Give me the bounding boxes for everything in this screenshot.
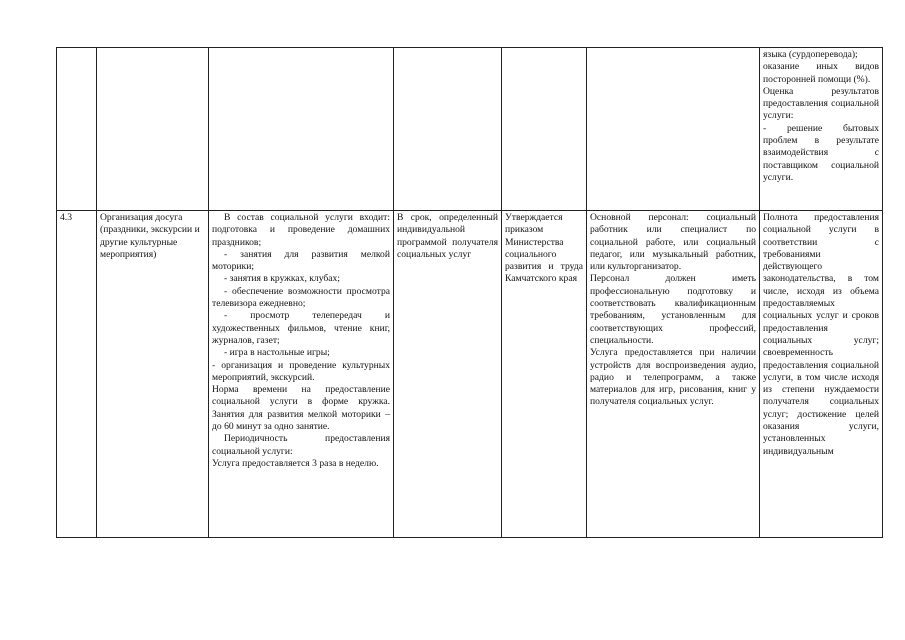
content-line: - просмотр телепередач и художественных фильмов, чтение книг, журналов, газет; (212, 310, 390, 346)
conditions-line: Услуга предоставляется при наличии устройств для воспроизведения аудио, радио и телепрограмм, а также материалов для игр, рисования, книг у получателя социальных услуг. (590, 347, 756, 408)
services-table (56, 47, 883, 538)
content-line: - занятия в кружках, клубах; (224, 273, 340, 285)
content-line: Услуга предоставляется 3 раза в неделю. (212, 457, 379, 469)
cell-number: 4.3 (57, 211, 97, 538)
content-line: Периодичность предоставления социальной услуги: (212, 433, 390, 457)
cell-tariff: Утверждается приказом Министерства социального развития и труда Камчатского края (502, 211, 587, 538)
cell-criteria (760, 211, 883, 538)
criteria-line: Полнота предоставления социальной услуги в соответствии с требованиями действующего законодательства, в том числе, исходя из объема предоставляемых социальных услуг и сроков предоставления социальных услуг; своевременность предоставления социальной услуги, в том числе исходя из степени нуждаемости получателя социальных услуг; достижение целей оказания услуги, установленных индивидуальным (763, 212, 879, 457)
table-row-continued (57, 48, 883, 211)
cell-conditions (587, 211, 760, 538)
cell-criteria-continued (760, 48, 883, 211)
content-line: - обеспечение возможности просмотра телевизора ежедневно; (212, 285, 390, 310)
criteria-line: - решение бытовых проблем в результате взаимодействия с поставщиком социальной услуги. (763, 122, 879, 183)
content-line: - игра в настольные игры; (224, 347, 330, 359)
cell-term: В срок, определенный индивидуальной программой получателя социальных услуг (394, 211, 502, 538)
cell-name-empty (97, 48, 209, 211)
cell-service-content (209, 211, 394, 538)
conditions-line: Персонал должен иметь профессиональную подготовку и соответствовать квалификационным требованиям, установленным для соответствующих профессий, специальности. (590, 273, 756, 346)
criteria-line: оказание иных видов посторонней помощи (%). (763, 61, 879, 85)
cell-tariff-empty (502, 48, 587, 211)
table-row-4-3 (57, 211, 883, 538)
cell-number-empty (57, 48, 97, 211)
content-line: - организация и проведение культурных мероприятий, экскурсий. (212, 359, 390, 383)
cell-content-empty (209, 48, 394, 211)
content-line: Норма времени на предоставление социальной услуги в форме кружка. Занятия для развития мелкой моторики – до 60 минут за одно занятие. (212, 384, 390, 433)
criteria-line: Оценка результатов предоставления социальной услуги: (763, 85, 879, 122)
cell-conditions-empty (587, 48, 760, 211)
content-line: В состав социальной услуги входит: подготовка и проведение домашних праздников; (212, 212, 390, 248)
criteria-line: языка (сурдоперевода); (763, 49, 858, 60)
content-line: - занятия для развития мелкой моторики; (212, 248, 390, 273)
cell-service-name: Организация досуга (праздники, экскурсии и другие культурные мероприятия) (97, 211, 209, 538)
conditions-line: Основной персонал: социальный работник или специалист по социальной работе, или социальный педагог, или музыкальный работник, или культорганизатор. (590, 212, 756, 273)
cell-term-empty (394, 48, 502, 211)
